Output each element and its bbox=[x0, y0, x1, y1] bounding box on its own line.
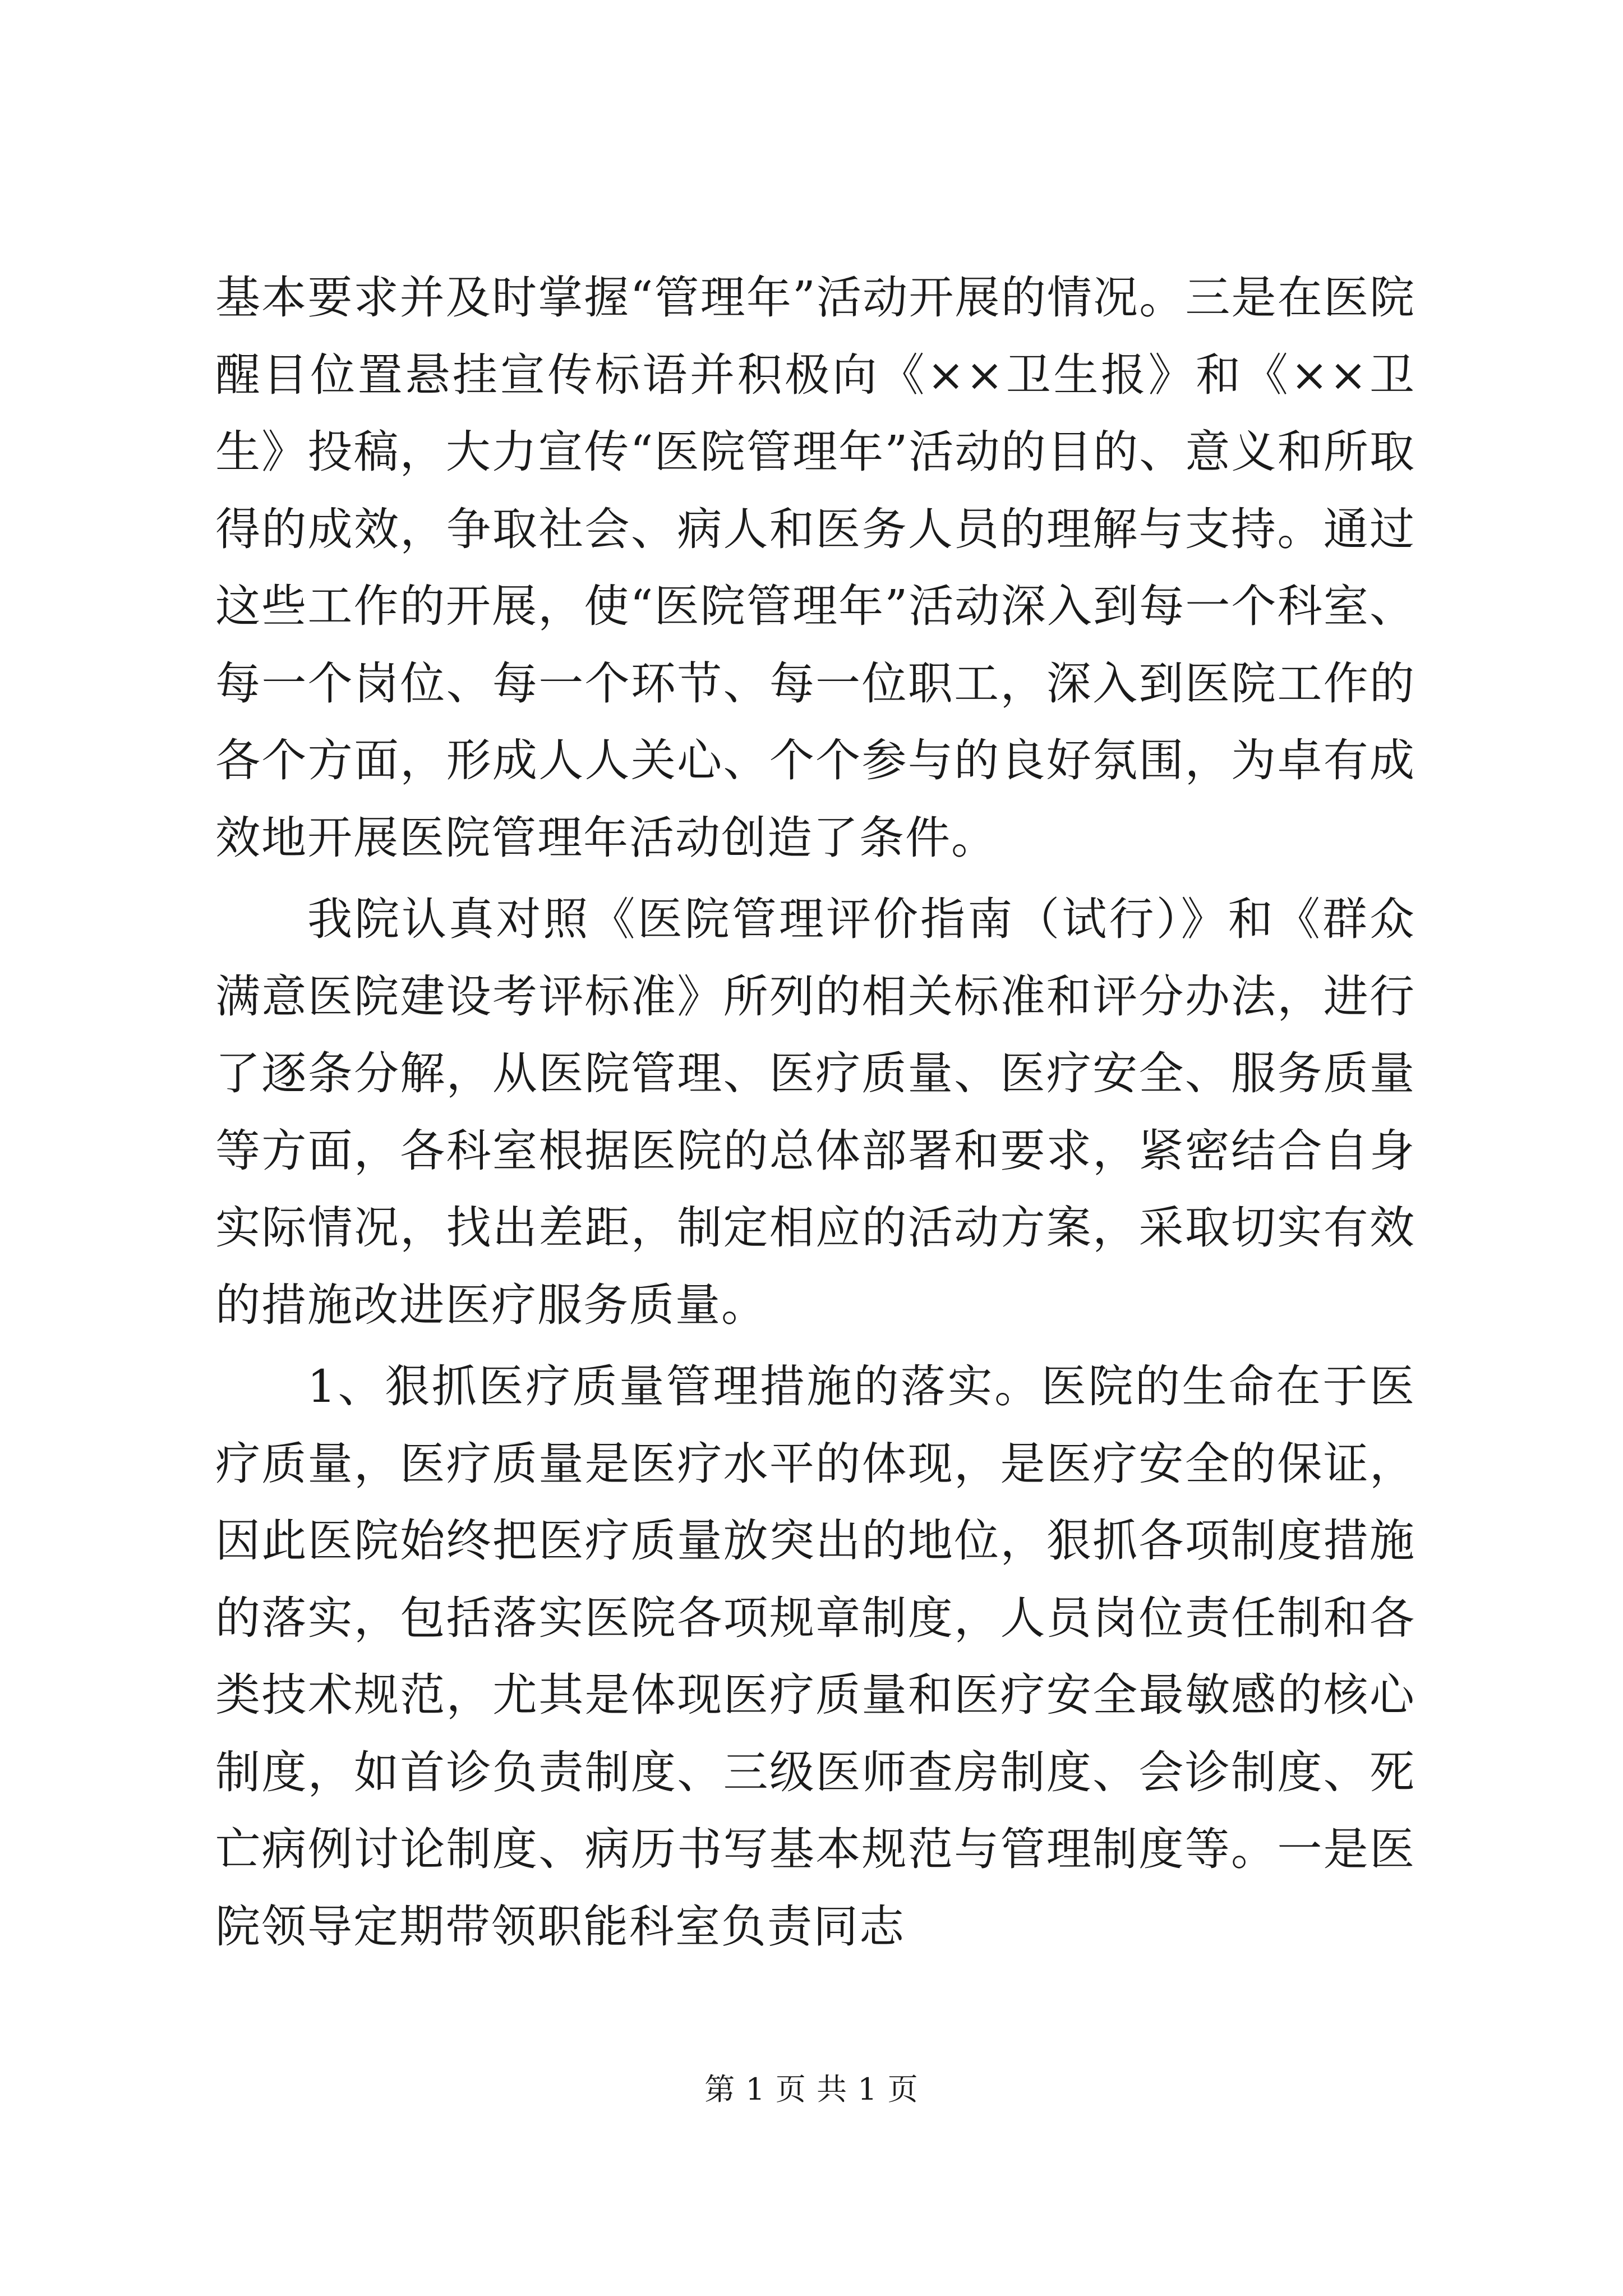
page-footer: 第 1 页 共 1 页 bbox=[704, 2072, 919, 2107]
paragraph-quality-management: 1、狠抓医疗质量管理措施的落实。医院的生命在于医疗质量，医疗质量是医疗水平的体现，是医疗安全的保证，因此医院始终把医疗质量放突出的地位，狠抓各项制度措施的落实，包括落实医院各项规章制度，人员岗位责任制和各类技术规范，尤其是体现医疗质量和医疗安全最敏感的核心制度，如首诊负责制度、三级医师查房制度、会诊制度、死亡病例讨论制度、病历书写基本规范与管理制度等。一是医院领导定期带领职能科室负责同志 bbox=[215, 1360, 1415, 1953]
paragraph-continuation: 基本要求并及时掌握“管理年”活动开展的情况。三是在医院醒目位置悬挂宣传标语并积极向《××卫生报》和《××卫生》投稿，大力宣传“医院管理年”活动的目的、意义和所取得的成效，争取社会、病人和医务人员的理解与支持。通过这些工作的开展，使“医院管理年”活动深入到每一个科室、每一个岗位、每一个环节、每一位职工，深入到医院工作的各个方面，形成人人关心、个个参与的良好氛围，为卓有成效地开展医院管理年活动创造了条件。 bbox=[215, 272, 1415, 864]
paragraph-evaluation-guide: 我院认真对照《医院管理评价指南（试行）》和《群众满意医院建设考评标准》所列的相关标准和评分办法，进行了逐条分解，从医院管理、医疗质量、医疗安全、服务质量等方面，各科室根据医院的总体部署和要求，紧密结合自身实际情况，找出差距，制定相应的活动方案，采取切实有效的措施改进医疗服务质量。 bbox=[215, 893, 1415, 1331]
document-body bbox=[215, 259, 1415, 1965]
